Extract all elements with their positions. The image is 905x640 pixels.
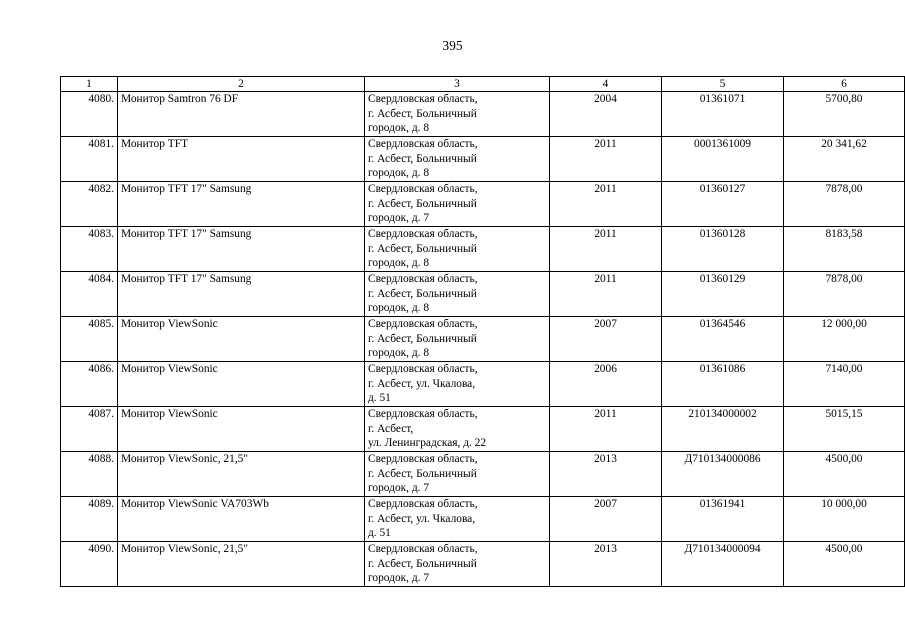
item-cost: 4500,00: [784, 452, 905, 497]
item-cost: 20 341,62: [784, 137, 905, 182]
row-number: 4083.: [61, 227, 118, 272]
row-number: 4089.: [61, 497, 118, 542]
item-address: Свердловская область, г. Асбест, ул. Чкалова, д. 51: [365, 497, 550, 542]
table-row: [61, 362, 905, 407]
item-address: Свердловская область, г. Асбест, Больничный городок, д. 7: [365, 182, 550, 227]
item-inventory-number: 01361071: [662, 92, 784, 137]
item-name: Монитор ViewSonic: [118, 317, 365, 362]
table-row: [61, 272, 905, 317]
item-inventory-number: 01364546: [662, 317, 784, 362]
table-row: [61, 452, 905, 497]
column-header-5: 5: [662, 77, 784, 92]
item-cost: 5700,80: [784, 92, 905, 137]
item-cost: 7878,00: [784, 182, 905, 227]
table-row: [61, 542, 905, 587]
item-name: Монитор TFT 17" Samsung: [118, 227, 365, 272]
table-row: [61, 92, 905, 137]
item-cost: 7878,00: [784, 272, 905, 317]
item-inventory-number: 01361941: [662, 497, 784, 542]
item-cost: 4500,00: [784, 542, 905, 587]
item-year: 2013: [550, 542, 662, 587]
item-year: 2011: [550, 182, 662, 227]
item-year: 2007: [550, 317, 662, 362]
item-inventory-number: 01360128: [662, 227, 784, 272]
item-year: 2011: [550, 137, 662, 182]
item-year: 2011: [550, 272, 662, 317]
item-inventory-number: Д710134000086: [662, 452, 784, 497]
table-row: [61, 182, 905, 227]
item-name: Монитор TFT 17" Samsung: [118, 182, 365, 227]
column-header-3: 3: [365, 77, 550, 92]
item-year: 2011: [550, 407, 662, 452]
table-row: [61, 407, 905, 452]
table-row: [61, 137, 905, 182]
item-name: Монитор TFT: [118, 137, 365, 182]
column-header-1: 1: [61, 77, 118, 92]
table-row: [61, 227, 905, 272]
item-cost: 7140,00: [784, 362, 905, 407]
item-inventory-number: 0001361009: [662, 137, 784, 182]
table-header: [61, 77, 905, 92]
row-number: 4090.: [61, 542, 118, 587]
item-inventory-number: 01360127: [662, 182, 784, 227]
item-name: Монитор ViewSonic: [118, 362, 365, 407]
row-number: 4084.: [61, 272, 118, 317]
item-name: Монитор ViewSonic, 21,5": [118, 452, 365, 497]
item-address: Свердловская область, г. Асбест, Больничный городок, д. 8: [365, 272, 550, 317]
item-inventory-number: 210134000002: [662, 407, 784, 452]
row-number: 4080.: [61, 92, 118, 137]
table-row: [61, 317, 905, 362]
item-address: Свердловская область, г. Асбест, Больничный городок, д. 8: [365, 92, 550, 137]
item-address: Свердловская область, г. Асбест, Больничный городок, д. 8: [365, 137, 550, 182]
item-address: Свердловская область, г. Асбест, ул. Чкалова, д. 51: [365, 362, 550, 407]
item-name: Монитор ViewSonic, 21,5": [118, 542, 365, 587]
item-name: Монитор ViewSonic VA703Wb: [118, 497, 365, 542]
item-name: Монитор ViewSonic: [118, 407, 365, 452]
item-address: Свердловская область, г. Асбест, Больничный городок, д. 7: [365, 542, 550, 587]
item-address: Свердловская область, г. Асбест, Больничный городок, д. 8: [365, 227, 550, 272]
table-body: [61, 92, 905, 587]
item-cost: 12 000,00: [784, 317, 905, 362]
item-address: Свердловская область, г. Асбест, Больничный городок, д. 8: [365, 317, 550, 362]
item-cost: 10 000,00: [784, 497, 905, 542]
column-header-4: 4: [550, 77, 662, 92]
page-number: 395: [442, 38, 463, 53]
item-name: Монитор Samtron 76 DF: [118, 92, 365, 137]
item-year: 2004: [550, 92, 662, 137]
item-inventory-number: 01361086: [662, 362, 784, 407]
column-header-6: 6: [784, 77, 905, 92]
registry-table: [60, 76, 905, 587]
item-cost: 8183,58: [784, 227, 905, 272]
row-number: 4085.: [61, 317, 118, 362]
row-number: 4088.: [61, 452, 118, 497]
item-inventory-number: 01360129: [662, 272, 784, 317]
item-year: 2007: [550, 497, 662, 542]
item-year: 2011: [550, 227, 662, 272]
header-row: [61, 77, 905, 92]
row-number: 4087.: [61, 407, 118, 452]
item-address: Свердловская область, г. Асбест, ул. Ленинградская, д. 22: [365, 407, 550, 452]
column-header-2: 2: [118, 77, 365, 92]
table-row: [61, 497, 905, 542]
item-cost: 5015,15: [784, 407, 905, 452]
row-number: 4086.: [61, 362, 118, 407]
item-year: 2006: [550, 362, 662, 407]
item-address: Свердловская область, г. Асбест, Больничный городок, д. 7: [365, 452, 550, 497]
item-name: Монитор TFT 17" Samsung: [118, 272, 365, 317]
row-number: 4082.: [61, 182, 118, 227]
row-number: 4081.: [61, 137, 118, 182]
item-inventory-number: Д710134000094: [662, 542, 784, 587]
item-year: 2013: [550, 452, 662, 497]
